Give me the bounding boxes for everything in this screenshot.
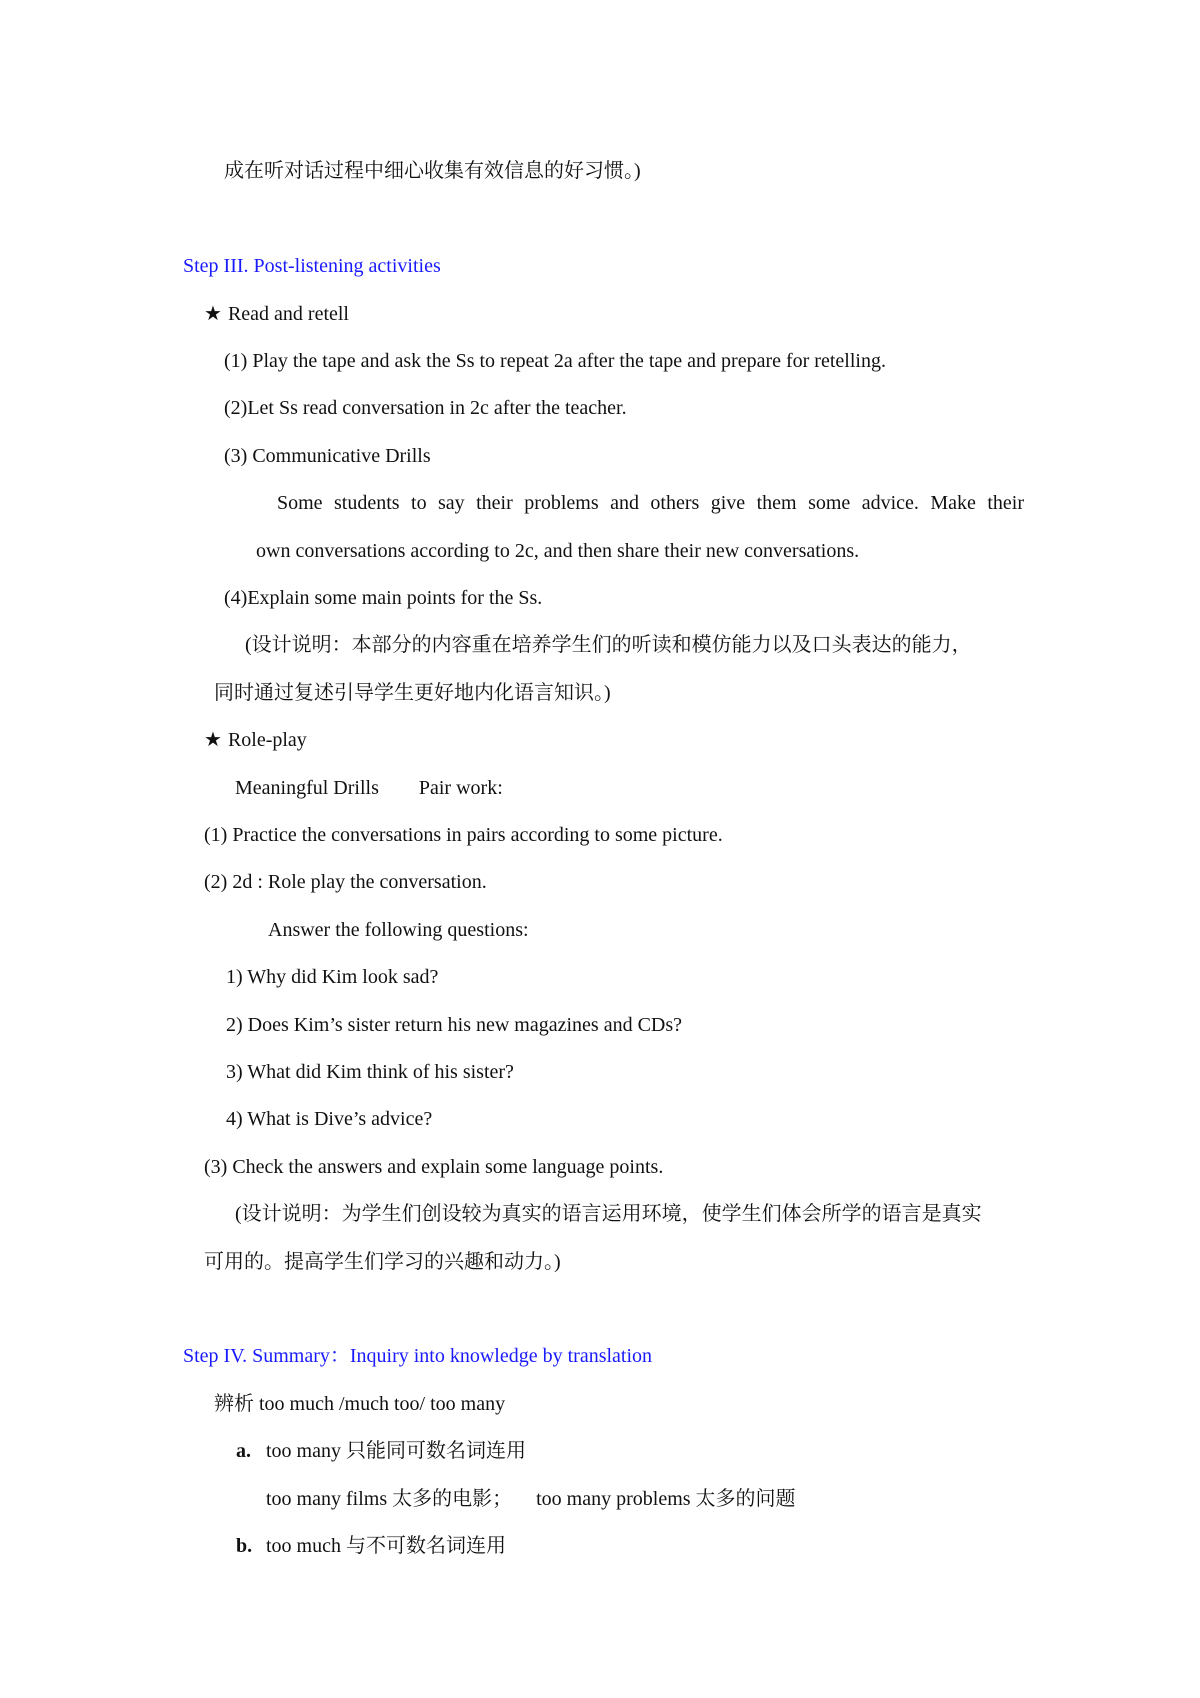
question-2: 2) Does Kim’s sister return his new magazines and CDs?	[226, 1014, 683, 1036]
point-b	[236, 1533, 506, 1559]
point-a-text: too many 只能同可数名词连用	[266, 1440, 526, 1462]
step-3-item-1: (1) Play the tape and ask the Ss to repeat 2a after the tape and prepare for retelling.	[224, 350, 886, 372]
step-3-heading: Step III. Post-listening activities	[183, 255, 441, 277]
design-note-1-line-1: (设计说明：本部分的内容重在培养学生们的听读和模仿能力以及口头表达的能力，	[245, 634, 972, 656]
star-icon: ★	[204, 303, 222, 325]
comparison-title: 辨析 too much /much too/ too many	[214, 1393, 506, 1415]
step-3-item-2: (2)Let Ss read conversation in 2c after the teacher.	[224, 397, 627, 419]
star-icon: ★	[204, 729, 222, 751]
roleplay-item	[204, 727, 307, 753]
drills-description-line-1: Some students to say their problems and others give them some advice. Make their	[277, 492, 1024, 514]
design-note-1-line-2: 同时通过复述引导学生更好地内化语言知识。)	[214, 682, 611, 704]
example-too-many-films: too many films 太多的电影；	[266, 1488, 513, 1510]
point-a	[236, 1438, 526, 1464]
meaningful-drills-label: Meaningful Drills	[235, 777, 379, 799]
roleplay-item-2: (2) 2d : Role play the conversation.	[204, 871, 487, 893]
point-b-label: b.	[236, 1535, 253, 1557]
design-note-2-line-1: (设计说明：为学生们创设较为真实的语言运用环境，使学生们体会所学的语言是真实	[235, 1203, 982, 1225]
point-a-examples	[266, 1486, 796, 1512]
questions-intro: Answer the following questions:	[268, 919, 529, 941]
roleplay-item-3: (3) Check the answers and explain some language points.	[204, 1156, 664, 1178]
example-too-many-problems: too many problems 太多的问题	[536, 1488, 796, 1510]
point-a-label: a.	[236, 1440, 251, 1462]
question-1: 1) Why did Kim look sad?	[226, 966, 439, 988]
meaningful-drills-line	[235, 775, 503, 801]
drills-description-line-2: own conversations according to 2c, and then share their new conversations.	[256, 540, 860, 562]
step-3-item-4: (4)Explain some main points for the Ss.	[224, 587, 543, 609]
question-3: 3) What did Kim think of his sister?	[226, 1061, 514, 1083]
intro-note-end: 成在听对话过程中细心收集有效信息的好习惯。)	[224, 160, 641, 182]
step-3-item-3: (3) Communicative Drills	[224, 445, 431, 467]
step-4-heading: Step IV. Summary：Inquiry into knowledge by translation	[183, 1345, 653, 1367]
design-note-2-line-2: 可用的。提高学生们学习的兴趣和动力。)	[204, 1251, 561, 1273]
read-retell-item	[204, 301, 349, 327]
pair-work-label: Pair work:	[418, 777, 503, 799]
roleplay-label: Role-play	[227, 729, 307, 751]
question-4: 4) What is Dive’s advice?	[226, 1108, 433, 1130]
point-b-text: too much 与不可数名词连用	[266, 1535, 506, 1557]
read-retell-label: Read and retell	[227, 303, 349, 325]
roleplay-item-1: (1) Practice the conversations in pairs according to some picture.	[204, 824, 723, 846]
